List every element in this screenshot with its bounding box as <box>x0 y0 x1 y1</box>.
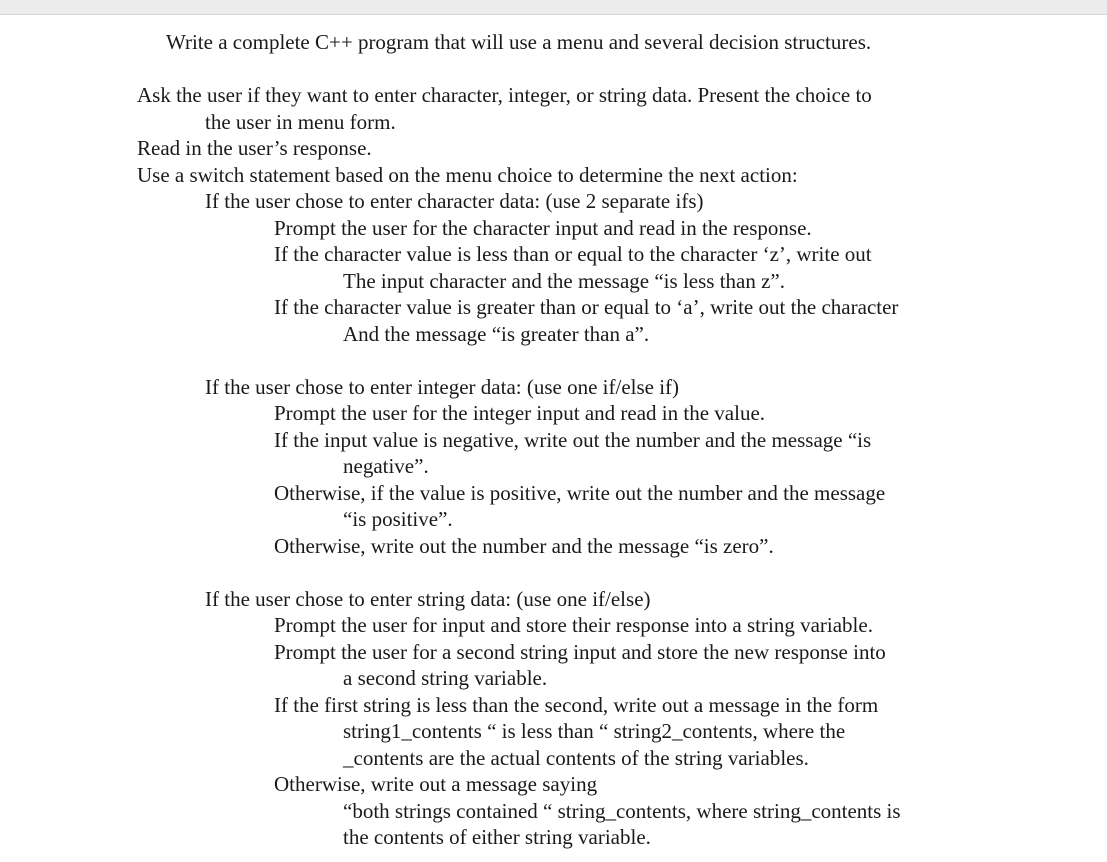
text-line: If the character value is greater than or equal to ‘a’, write out the character <box>274 295 899 319</box>
text-line: Prompt the user for a second string input and store the new response into <box>274 640 886 664</box>
text-line: Otherwise, write out a message saying <box>274 772 598 796</box>
text-line: Read in the user’s response. <box>137 136 372 160</box>
text-line: _contents are the actual contents of the string variables. <box>343 746 809 770</box>
section-heading-integer: If the user chose to enter integer data: (use one if/else if) <box>205 375 680 399</box>
text-line: the contents of either string variable. <box>343 825 651 849</box>
section-heading-string: If the user chose to enter string data: (use one if/else) <box>205 587 651 611</box>
text-line: negative”. <box>343 454 429 478</box>
text-line: “is positive”. <box>343 507 453 531</box>
text-line: Use a switch statement based on the menu choice to determine the next action: <box>137 163 798 187</box>
document-title: Write a complete C++ program that will use a menu and several decision structures. <box>166 30 872 54</box>
text-line: Prompt the user for input and store their response into a string variable. <box>274 613 873 637</box>
text-line: Prompt the user for the integer input and read in the value. <box>274 401 766 425</box>
text-line: Prompt the user for the character input and read in the response. <box>274 216 812 240</box>
text-line: The input character and the message “is less than z”. <box>343 269 785 293</box>
text-line: If the character value is less than or equal to the character ‘z’, write out <box>274 242 872 266</box>
section-heading-character: If the user chose to enter character data: (use 2 separate ifs) <box>205 189 704 213</box>
text-line: And the message “is greater than a”. <box>343 322 650 346</box>
text-line: string1_contents “ is less than “ string2_contents, where the <box>343 719 846 743</box>
text-line: Otherwise, write out the number and the message “is zero”. <box>274 534 774 558</box>
text-line: Otherwise, if the value is positive, write out the number and the message <box>274 481 886 505</box>
text-line: If the first string is less than the second, write out a message in the form <box>274 693 879 717</box>
text-line: the user in menu form. <box>205 110 396 134</box>
text-line: If the input value is negative, write out the number and the message “is <box>274 428 872 452</box>
text-line: “both strings contained “ string_contents, where string_contents is <box>343 799 901 823</box>
text-line: a second string variable. <box>343 666 548 690</box>
text-line: Ask the user if they want to enter character, integer, or string data. Present the choice to <box>137 83 872 107</box>
